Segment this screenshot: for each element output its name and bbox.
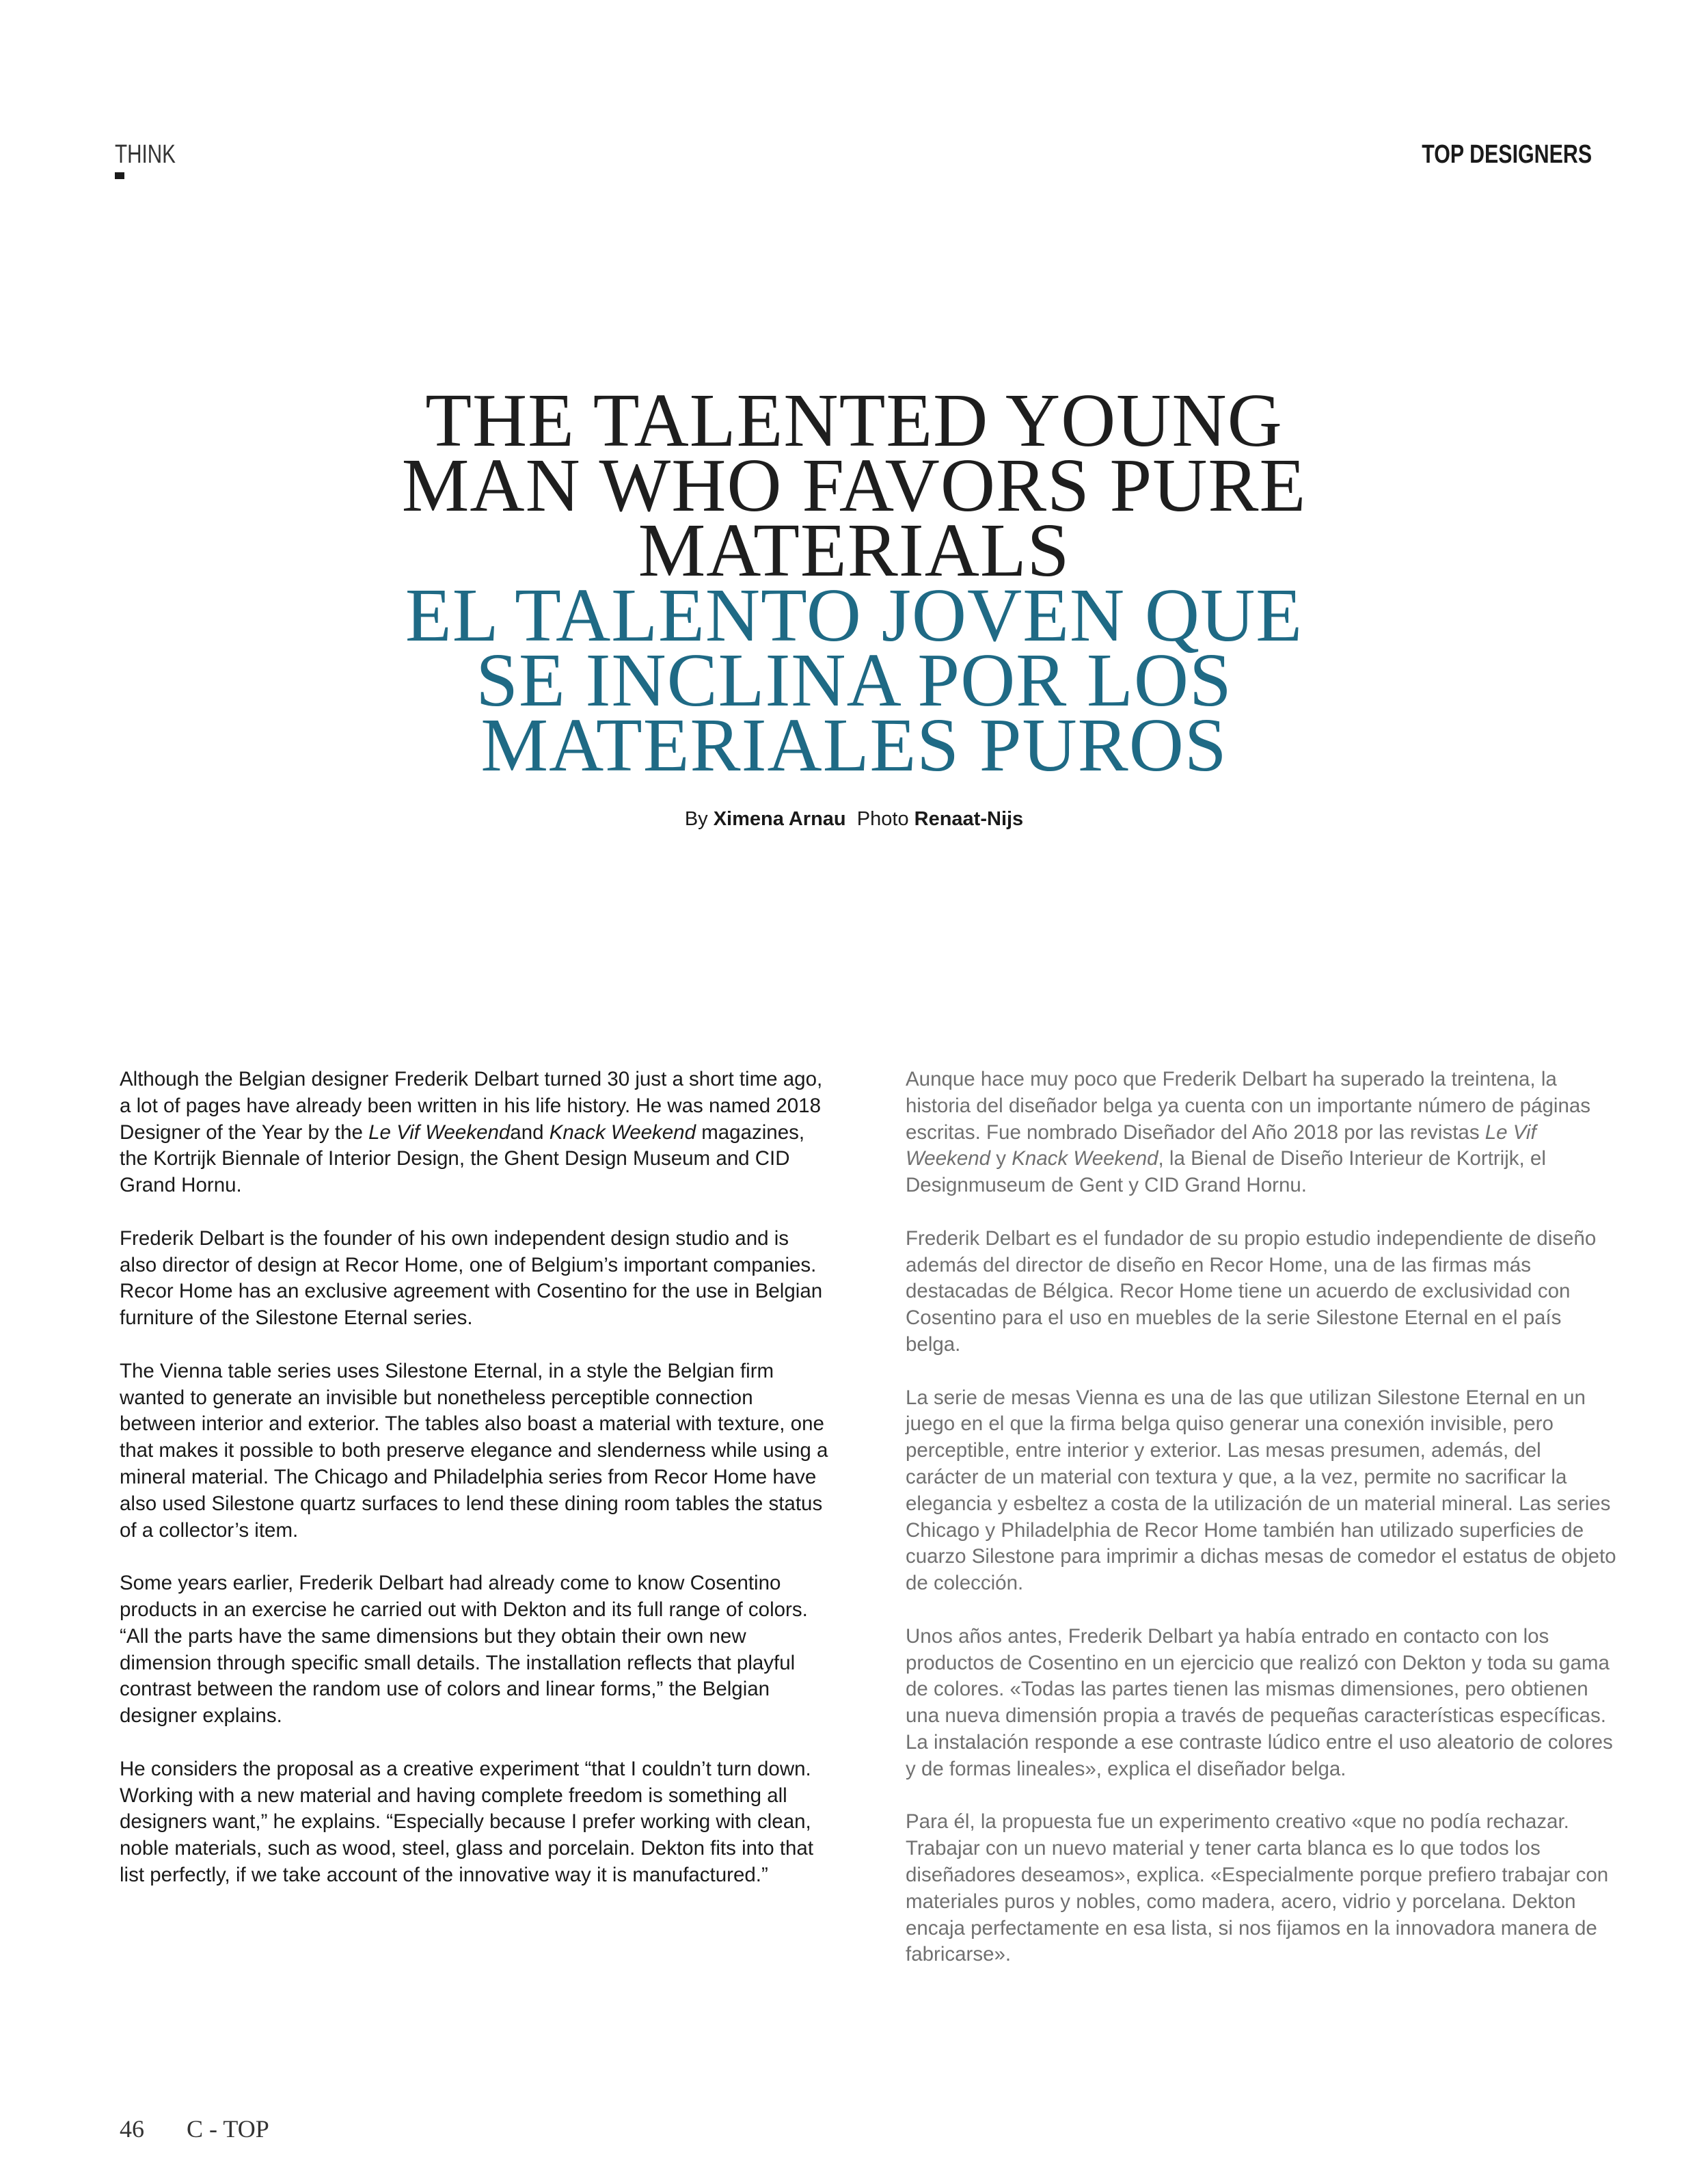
text-run: y: [990, 1147, 1012, 1170]
magazine-title: Le Vif Weekend: [368, 1120, 511, 1144]
credits-line: [0, 808, 1708, 831]
english-paragraph-4: Some years earlier, Frederik Delbart had already come to know Cosentino products in an exercise he carried out with Dekton and its full range of colors. “All the parts have the same dimensions but they obtain their own new dimension through specific small details. The installation reflects that playful contrast between the random use of colors and linear forms,” the Belgian designer explains.: [120, 1572, 808, 1728]
text-run: Aunque hace muy poco que Frederik Delbart ha superado la treintena, la historia del diseñador belga ya cuenta con un importante número de páginas escritas. Fue nombrado Diseñador del Año 2018 por las revistas: [906, 1068, 1591, 1144]
spanish-paragraph-5: Para él, la propuesta fue un experimento creativo «que no podía rechazar. Trabajar con un nuevo material y tener carta blanca es lo que todos los diseñadores deseamos», explica. «Especialmente porque prefiero trabajar con materiales puros y nobles, como madera, acero, vidrio y porcelana. Dekton encaja perfectamente en esa lista, si nos fijamos en la innovadora manera de fabricarse».: [906, 1810, 1609, 1966]
text-run: and: [510, 1120, 550, 1144]
page-number: 46: [120, 2115, 144, 2143]
spanish-paragraph-1: [906, 1066, 1616, 1199]
text-run: magazines, the Kortrijk Biennale of Interior Design, the Ghent Design Museum and CID Grand Hornu.: [120, 1120, 805, 1197]
magazine-name: C - TOP: [187, 2115, 269, 2143]
spanish-paragraph-2: Frederik Delbart es el fundador de su propio estudio independiente de diseño además del director de diseño en Recor Home, una de las firmas más destacadas de Bélgica. Recor Home tiene un acuerdo de exclusividad con Cosentino para el uso en muebles de la serie Silestone Eternal en el país belga.: [906, 1226, 1597, 1356]
english-paragraph-1: [120, 1066, 830, 1199]
english-paragraph-2: Frederik Delbart is the founder of his own independent design studio and is also director of design at Recor Home, one of Belgium’s important companies. Recor Home has an exclusive agreement with Cosentino for the use in Belgian furniture of the Silestone Eternal series.: [120, 1226, 823, 1330]
category-label: TOP DESIGNERS: [1422, 140, 1592, 169]
magazine-title: Le Vif Weekend: [906, 1120, 1536, 1170]
spanish-column: [906, 1066, 1616, 1995]
spanish-paragraph-3: La serie de mesas Vienna es una de las que utilizan Silestone Eternal en un juego en el que la firma belga quiso generar una conexión invisible, pero perceptible, entre interior y exterior. Las mesas presumen, además, del carácter de un material con textura y que, a la vez, permite no sacrificar la elegancia y esbeltez a costa de la utilización de un material mineral. Las series Chicago y Philadelphia de Recor Home también han utilizado superficies de cuarzo Silestone para imprimir a dichas mesas de comedor el estatus de objeto de colección.: [906, 1386, 1616, 1595]
magazine-title: Knack Weekend: [549, 1120, 696, 1144]
text-run: , la Bienal de Diseño Interieur de Kortrijk, el Designmuseum de Gent y CID Grand Hornu.: [906, 1147, 1546, 1197]
section-tag: THINK: [115, 140, 176, 169]
article-titles: [0, 379, 1708, 788]
title-english: THE TALENTED YOUNG MAN WHO FAVORS PURE MATERIALS: [401, 379, 1307, 593]
english-column: [120, 1066, 830, 1916]
photographer-name: Renaat-Nijs: [914, 808, 1024, 830]
section-tag-marker: [115, 172, 124, 179]
title-spanish: EL TALENTO JOVEN QUE SE INCLINA POR LOS MATERIALES PUROS: [405, 574, 1303, 788]
magazine-title: Knack Weekend: [1012, 1147, 1158, 1170]
spanish-paragraph-4: Unos años antes, Frederik Delbart ya había entrado en contacto con los productos de Cosentino en un ejercicio que realizó con Dekton y toda su gama de colores. «Todas las partes tienen las mismas dimensiones, pero obtienen una nueva dimensión propia a través de pequeñas características específicas. La instalación responde a ese contraste lúdico entre el uso aleatorio de colores y de formas lineales», explica el diseñador belga.: [906, 1624, 1613, 1780]
by-label: By: [684, 808, 708, 830]
text-run: Although the Belgian designer Frederik Delbart turned 30 just a short time ago, a lot of pages have already been written in his life history. He was named 2018 Designer of the Year by the: [120, 1068, 823, 1144]
english-paragraph-5: He considers the proposal as a creative experiment “that I couldn’t turn down. Working with a new material and having complete freedom is something all designers want,” he explains. “Especially because I prefer working with clean, noble materials, such as wood, steel, glass and porcelain. Dekton fits into that list perfectly, if we take account of the innovative way it is manufactured.”: [120, 1757, 814, 1886]
author-name: Ximena Arnau: [713, 808, 846, 830]
photo-label: Photo: [856, 808, 909, 830]
english-paragraph-3: The Vienna table series uses Silestone Eternal, in a style the Belgian firm wanted to generate an invisible but nonetheless perceptible connection between interior and exterior. The tables also boast a material with texture, one that makes it possible to both preserve elegance and slenderness while using a mineral material. The Chicago and Philadelphia series from Recor Home have also used Silestone quartz surfaces to lend these dining room tables the status of a collector’s item.: [120, 1359, 828, 1542]
page-footer: [120, 2115, 269, 2143]
